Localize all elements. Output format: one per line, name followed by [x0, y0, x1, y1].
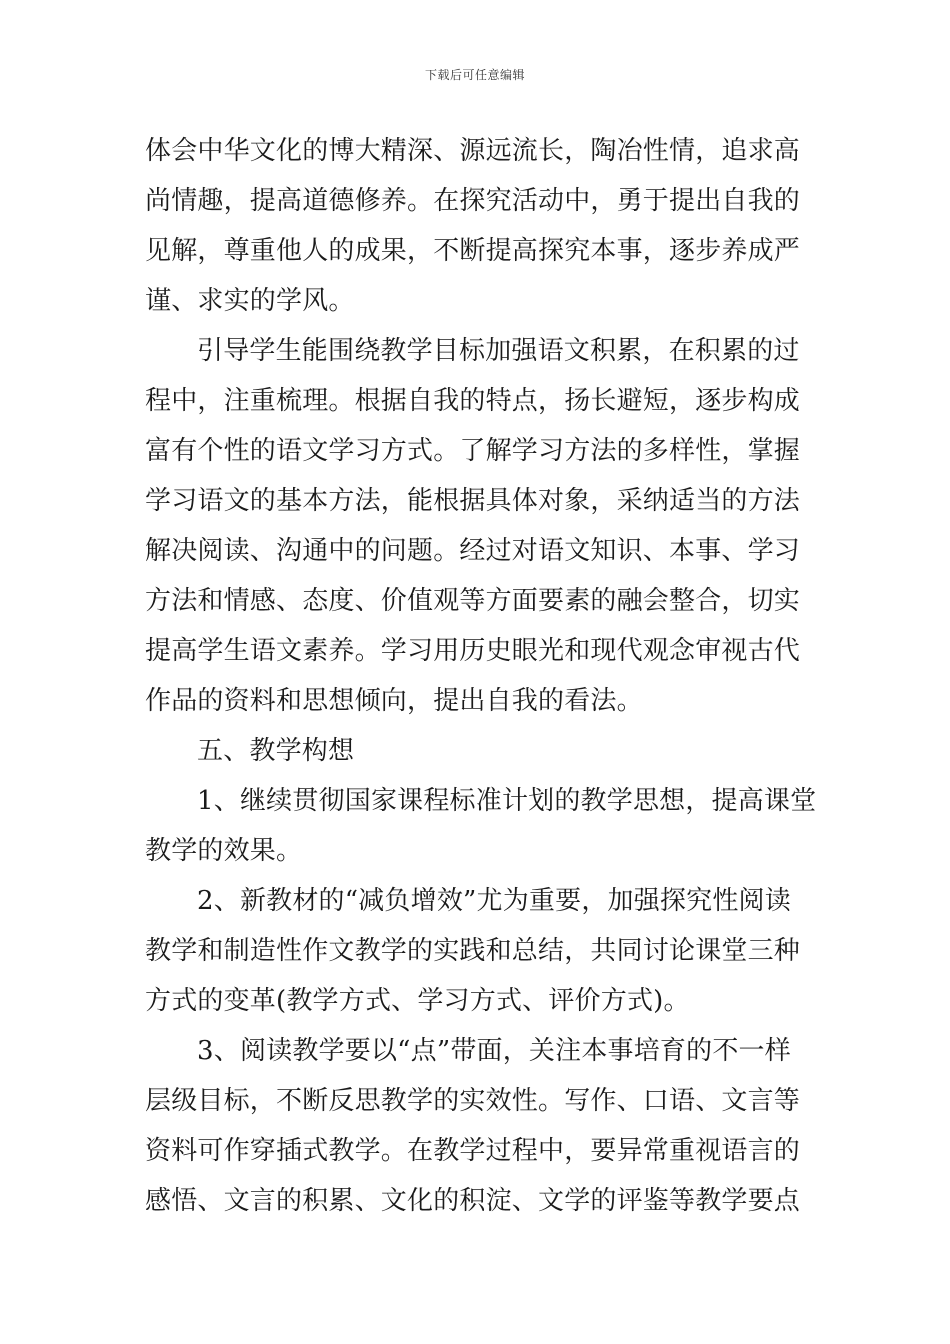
text-line: 体会中华文化的博大精深、源远流长，陶冶性情，追求高: [145, 136, 801, 166]
text-line: 程中，注重梳理。根据自我的特点，扬长避短，逐步构成: [145, 386, 801, 416]
text-line: 2、新教材的“减负增效”尤为重要，加强探究性阅读: [197, 886, 791, 916]
text-line: 解决阅读、沟通中的问题。经过对语文知识、本事、学习: [145, 536, 801, 566]
text-line: 谨、求实的学风。: [145, 286, 355, 316]
text-line: 引导学生能围绕教学目标加强语文积累，在积累的过: [197, 336, 800, 366]
text-line: 教学的效果。: [145, 836, 303, 866]
page-header-note: 下载后可任意编辑: [424, 68, 525, 82]
text-line: 3、阅读教学要以“点”带面，关注本事培育的不一样: [197, 1036, 791, 1066]
text-line: 提高学生语文素养。学习用历史眼光和现代观念审视古代: [145, 636, 801, 666]
text-line: 感悟、文言的积累、文化的积淀、文学的评鉴等教学要点: [145, 1186, 801, 1216]
text-line: 教学和制造性作文教学的实践和总结，共同讨论课堂三种: [145, 936, 801, 966]
text-line: 富有个性的语文学习方式。了解学习方法的多样性，掌握: [145, 436, 801, 466]
text-line: 方式的变革(教学方式、学习方式、评价方式)。: [145, 986, 690, 1016]
text-line: 作品的资料和思想倾向，提出自我的看法。: [145, 686, 643, 716]
text-line: 方法和情感、态度、价值观等方面要素的融会整合，切实: [145, 586, 801, 616]
text-line: 五、教学构想: [197, 736, 355, 766]
text-line: 见解，尊重他人的成果，不断提高探究本事，逐步养成严: [145, 236, 801, 266]
text-line: 学习语文的基本方法，能根据具体对象，采纳适当的方法: [145, 486, 801, 516]
document-body: [145, 126, 817, 1226]
text-line: 尚情趣，提高道德修养。在探究活动中，勇于提出自我的: [145, 186, 801, 216]
text-line: 层级目标，不断反思教学的实效性。写作、口语、文言等: [145, 1086, 801, 1116]
text-line: 资料可作穿插式教学。在教学过程中，要异常重视语言的: [145, 1136, 801, 1166]
text-line: 1、继续贯彻国家课程标准计划的教学思想，提高课堂: [197, 786, 817, 816]
